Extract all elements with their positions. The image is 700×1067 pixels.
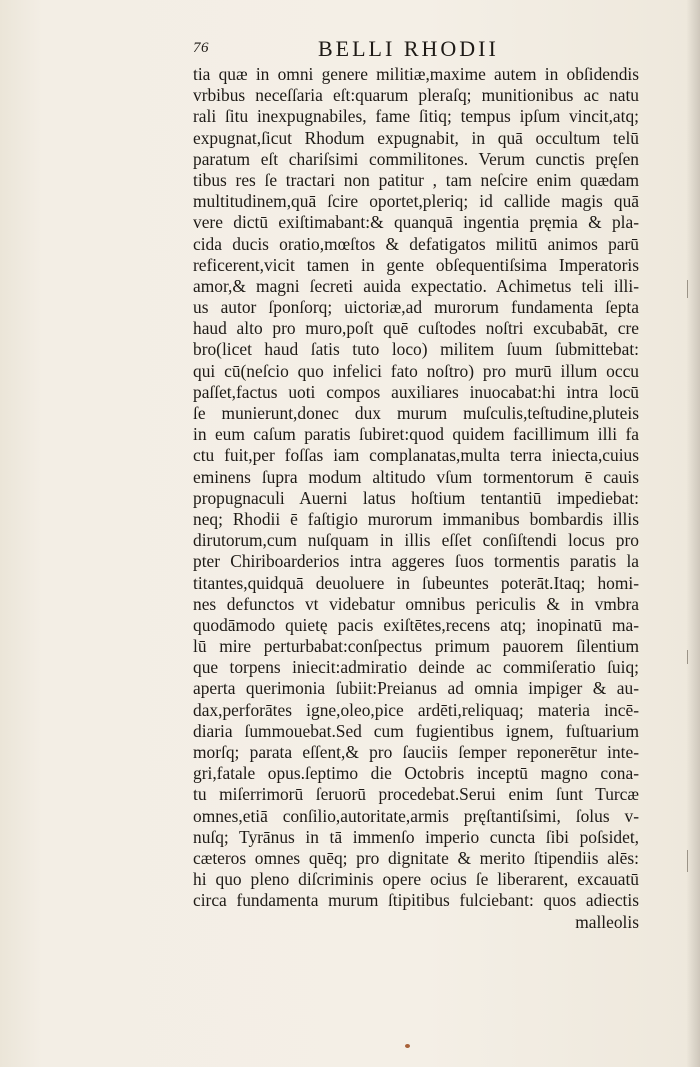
text-line: diaria ſummouebat.Sed cum fugientibus ignem, fuſtuarium — [193, 720, 639, 741]
page-header — [193, 36, 639, 62]
text-line: cæteros omnes quēq; pro dignitate & merito ſtipendiis alēs: — [193, 847, 639, 868]
text-line: cida ducis oratio,mœſtos & defatigatos militū animos parū — [193, 233, 639, 254]
text-line: tia quæ in omni genere militiæ,maxime autem in obſidendis — [193, 64, 639, 84]
text-line: multitudinem,quā ſcire oportet,pleriq; id callide magis quā — [193, 191, 639, 212]
margin-mark — [687, 850, 688, 872]
paper-stain — [405, 1044, 410, 1048]
text-line: amor,& magni ſecreti auida expectatio. Achimetus teli illi- — [193, 275, 639, 296]
catchword: malleolis — [575, 911, 639, 932]
margin-mark — [687, 280, 688, 298]
text-line: dax,perforātes igne,oleo,pice ardēti,reliquaq; materia incē- — [193, 699, 639, 720]
body-text — [193, 64, 639, 933]
text-line: vere dictū exiſtimabant:& quanquā ingentia pręmia & pla- — [193, 212, 639, 233]
text-line: eminens ſupra modum altitudo vſum tormentorum ē cauis — [193, 466, 639, 487]
text-line: rali ſitu inexpugnabiles, fame ſitiq; tempus ipſum vincit,atq; — [193, 106, 639, 127]
text-line: morſq; parata eſſent,& pro ſauciis ſemper reponerētur inte- — [193, 742, 639, 762]
text-line: titantes,quidquā deuoluere in ſubeuntes poterāt.Itaq; homi- — [193, 572, 639, 593]
text-line: neq; Rhodii ē faſtigio murorum immanibus bombardis illis — [193, 508, 639, 529]
text-line: gri,fatale opus.ſeptimo die Octobris inceptū magno cona- — [193, 763, 639, 784]
text-line: omnes,etiā conſilio,autoritate,armis pręſtantiſsimi, ſolus v- — [193, 805, 639, 826]
text-line: nes defunctos vt videbatur omnibus periculis & in vmbra — [193, 593, 639, 614]
text-line: circa fundamenta murum ſtipitibus fulciebant: quos adiectis — [193, 890, 639, 911]
text-line: bro(licet haud ſatis tuto loco) militem ſuum ſubmittebat: — [193, 339, 639, 360]
text-line: ſe munierunt,donec dux murum muſculis,teſtudine,pluteis — [193, 403, 639, 423]
text-line: pter Chiriboarderios intra aggeres ſuos tormentis paratis la — [193, 551, 639, 572]
text-line: lū mire perturbabat:conſpectus primum pauorem ſilentium — [193, 636, 639, 657]
text-line: in eum caſum paratis ſubiret:quod quidem facillimum illi fa — [193, 424, 639, 445]
text-line: paratum eſt chariſsimi commilitones. Verum cunctis pręſen — [193, 148, 639, 169]
text-line: tu miſerrimorū ſeruorū procedebat.Serui enim ſunt Turcæ — [193, 784, 639, 805]
text-line: reficerent,vicit tamen in gente obſequentiſsima Imperatoris — [193, 254, 639, 275]
page-edge-shadow — [686, 0, 700, 1067]
text-line: qui cū(neſcio quo infelici fato noſtro) pro murū illum occu — [193, 360, 639, 381]
text-line: us autor ſponſorq; uictoriæ,ad murorum fundamenta ſepta — [193, 297, 639, 318]
text-line: que torpens iniecit:admiratio deinde ac commiſeratio ſuiq; — [193, 657, 639, 678]
text-line: dirutorum,cum nuſquam in illis eſſet conſiſtendi locus pro — [193, 530, 639, 551]
text-line: ctu fuit,per foſſas iam complanatas,multa terra iniecta,cuius — [193, 445, 639, 466]
text-line: hi quo pleno diſcriminis opere ocius ſe liberarent, excauatū — [193, 869, 639, 890]
text-line: paſſet,factus uoti compos auxiliares inuocabat:hi intra locū — [193, 381, 639, 402]
text-line: expugnat,ſicut Rhodum expugnabit, in quā occultum telū — [193, 127, 639, 148]
text-line: nuſq; Tyrānus in tā immenſo imperio cuncta ſibi poſsidet, — [193, 826, 639, 847]
text-line: vrbibus neceſſaria eſt:quarum pleraſq; munitionibus ac natu — [193, 85, 639, 106]
text-line: propugnaculi Auerni latus hoſtium tentantiū impediebat: — [193, 487, 639, 508]
margin-mark — [687, 650, 688, 664]
text-line: aperta querimonia ſubiit:Preianus ad omnia impiger & au- — [193, 678, 639, 699]
text-line: quodāmodo quietę pacis exiſtētes,recens atq; inopinatū ma- — [193, 614, 639, 635]
text-line: haud alto pro muro,poſt quē cuſtodes noſtri excubabāt, cre — [193, 318, 639, 339]
text-line: tibus res ſe tractari non patitur , tam neſcire enim quædam — [193, 169, 639, 190]
page-number: 76 — [193, 40, 209, 56]
running-title: BELLI RHODII — [318, 36, 499, 61]
